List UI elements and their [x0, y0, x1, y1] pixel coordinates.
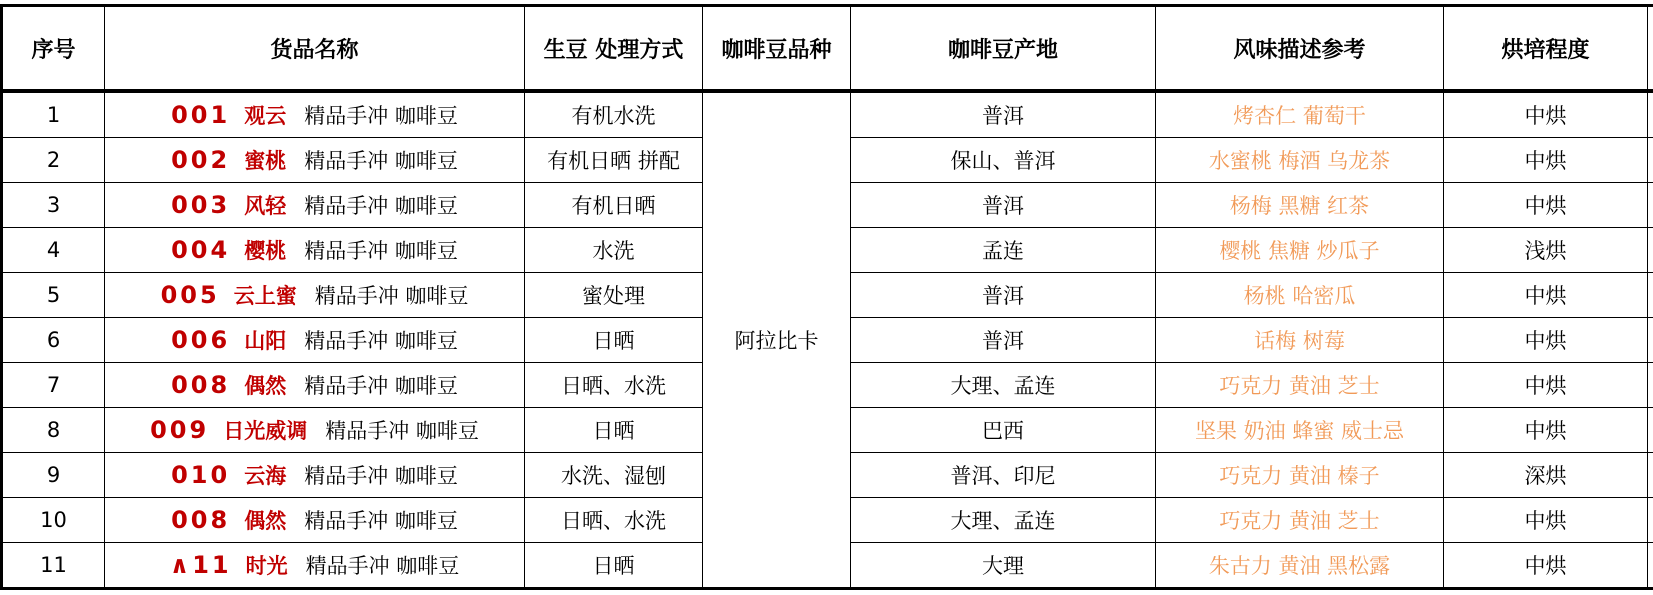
- product-code: 004: [171, 236, 231, 264]
- product-code: 010: [171, 461, 231, 489]
- product-title: 时光: [245, 554, 288, 578]
- cell-roast[interactable]: 中烘: [1444, 543, 1648, 589]
- cell-roast[interactable]: 中烘: [1444, 183, 1648, 228]
- product-title: 云上蜜: [233, 284, 297, 308]
- cell-origin[interactable]: 大理、孟连: [851, 498, 1156, 543]
- cell-process[interactable]: 日晒、水洗: [525, 498, 703, 543]
- cell-index[interactable]: 2: [2, 138, 105, 183]
- product-title: 蜜桃: [244, 149, 287, 173]
- cell-flavor[interactable]: 水蜜桃 梅酒 乌龙茶: [1156, 138, 1444, 183]
- table-row: [2, 91, 1653, 138]
- product-code: 008: [171, 506, 231, 534]
- cell-origin[interactable]: 普洱、印尼: [851, 453, 1156, 498]
- cell-process[interactable]: 蜜处理: [525, 273, 703, 318]
- cell-flavor[interactable]: 杨梅 黑糖 红茶: [1156, 183, 1444, 228]
- header-process[interactable]: 生豆 处理方式: [525, 6, 703, 92]
- product-desc: 精品手冲 咖啡豆: [305, 554, 460, 578]
- header-variety[interactable]: 咖啡豆品种: [703, 6, 851, 92]
- cell-index[interactable]: 3: [2, 183, 105, 228]
- cell-name[interactable]: [105, 183, 525, 228]
- cell-origin[interactable]: 保山、普洱: [851, 138, 1156, 183]
- product-title: 偶然: [244, 509, 287, 533]
- product-desc: 精品手冲 咖啡豆: [304, 149, 458, 173]
- cell-flavor[interactable]: 巧克力 黄油 榛子: [1156, 453, 1444, 498]
- product-title: 偶然: [244, 374, 287, 398]
- cell-index[interactable]: 8: [2, 408, 105, 453]
- cell-name[interactable]: [105, 318, 525, 363]
- product-code: 002: [171, 146, 231, 174]
- product-desc: 精品手冲 咖啡豆: [325, 419, 479, 443]
- product-code: 005: [160, 281, 220, 309]
- cell-name[interactable]: [105, 543, 525, 589]
- product-code: 001: [171, 101, 231, 129]
- cell-name[interactable]: [105, 363, 525, 408]
- cell-variety-merged[interactable]: 阿拉比卡: [703, 91, 851, 589]
- product-title: 云海: [244, 464, 287, 488]
- cell-flavor[interactable]: 朱古力 黄油 黑松露: [1156, 543, 1444, 589]
- product-desc: 精品手冲 咖啡豆: [304, 329, 458, 353]
- cell-flavor[interactable]: 烤杏仁 葡萄干: [1156, 91, 1444, 138]
- cell-name[interactable]: [105, 408, 525, 453]
- cell-spacer: [1648, 228, 1653, 273]
- cell-process[interactable]: 有机水洗: [525, 91, 703, 138]
- product-desc: 精品手冲 咖啡豆: [304, 104, 458, 128]
- cell-index[interactable]: 10: [2, 498, 105, 543]
- cell-name[interactable]: [105, 91, 525, 138]
- spreadsheet-view: [0, 4, 1653, 595]
- product-code: ∧11: [169, 551, 232, 579]
- cell-origin[interactable]: 巴西: [851, 408, 1156, 453]
- cell-flavor[interactable]: 巧克力 黄油 芝士: [1156, 363, 1444, 408]
- cell-spacer: [1648, 543, 1653, 589]
- cell-name[interactable]: [105, 228, 525, 273]
- product-desc: 精品手冲 咖啡豆: [304, 374, 458, 398]
- cell-spacer: [1648, 91, 1653, 138]
- cell-process[interactable]: 水洗、湿刨: [525, 453, 703, 498]
- product-desc: 精品手冲 咖啡豆: [314, 284, 469, 308]
- header-row: [2, 6, 1653, 92]
- header-index[interactable]: 序号: [2, 6, 105, 92]
- cell-flavor[interactable]: 巧克力 黄油 芝士: [1156, 498, 1444, 543]
- product-code: 003: [171, 191, 231, 219]
- header-roast[interactable]: 烘培程度: [1444, 6, 1648, 92]
- cell-spacer: [1648, 408, 1653, 453]
- cell-origin[interactable]: 孟连: [851, 228, 1156, 273]
- cell-process[interactable]: 日晒: [525, 543, 703, 589]
- cell-roast[interactable]: 中烘: [1444, 408, 1648, 453]
- cell-spacer: [1648, 453, 1653, 498]
- header-name[interactable]: 货品名称: [105, 6, 525, 92]
- cell-name[interactable]: [105, 273, 525, 318]
- product-title: 山阳: [244, 329, 287, 353]
- cell-origin[interactable]: 大理、孟连: [851, 363, 1156, 408]
- cell-process[interactable]: 日晒: [525, 318, 703, 363]
- cell-process[interactable]: 日晒、水洗: [525, 363, 703, 408]
- cell-origin[interactable]: 普洱: [851, 91, 1156, 138]
- cell-spacer: [1648, 498, 1653, 543]
- cell-flavor[interactable]: 坚果 奶油 蜂蜜 威士忌: [1156, 408, 1444, 453]
- cell-origin[interactable]: 普洱: [851, 273, 1156, 318]
- cell-origin[interactable]: 普洱: [851, 183, 1156, 228]
- cell-process[interactable]: 日晒: [525, 408, 703, 453]
- product-desc: 精品手冲 咖啡豆: [304, 239, 458, 263]
- product-title: 观云: [244, 104, 287, 128]
- cell-name[interactable]: [105, 498, 525, 543]
- product-desc: 精品手冲 咖啡豆: [304, 464, 458, 488]
- cell-flavor[interactable]: 杨桃 哈密瓜: [1156, 273, 1444, 318]
- cell-flavor[interactable]: 话梅 树莓: [1156, 318, 1444, 363]
- coffee-product-table: [0, 4, 1653, 590]
- cell-index[interactable]: 9: [2, 453, 105, 498]
- header-spacer: [1648, 6, 1653, 92]
- cell-index[interactable]: 7: [2, 363, 105, 408]
- cell-spacer: [1648, 273, 1653, 318]
- product-code: 006: [171, 326, 231, 354]
- product-title: 风轻: [244, 194, 287, 218]
- cell-roast[interactable]: 中烘: [1444, 91, 1648, 138]
- cell-roast[interactable]: 浅烘: [1444, 228, 1648, 273]
- cell-name[interactable]: [105, 453, 525, 498]
- product-code: 009: [150, 416, 210, 444]
- cell-roast[interactable]: 中烘: [1444, 498, 1648, 543]
- cell-origin[interactable]: 大理: [851, 543, 1156, 589]
- cell-flavor[interactable]: 樱桃 焦糖 炒瓜子: [1156, 228, 1444, 273]
- cell-index[interactable]: 1: [2, 91, 105, 138]
- cell-index[interactable]: 11: [2, 543, 105, 589]
- cell-name[interactable]: [105, 138, 525, 183]
- cell-index[interactable]: 5: [2, 273, 105, 318]
- cell-roast[interactable]: 深烘: [1444, 453, 1648, 498]
- cell-spacer: [1648, 138, 1653, 183]
- product-desc: 精品手冲 咖啡豆: [304, 194, 458, 218]
- header-flavor[interactable]: 风味描述参考: [1156, 6, 1444, 92]
- cell-process[interactable]: 有机日晒: [525, 183, 703, 228]
- cell-process[interactable]: 有机日晒 拼配: [525, 138, 703, 183]
- cell-origin[interactable]: 普洱: [851, 318, 1156, 363]
- product-code: 008: [171, 371, 231, 399]
- cell-spacer: [1648, 318, 1653, 363]
- product-desc: 精品手冲 咖啡豆: [304, 509, 458, 533]
- cell-index[interactable]: 6: [2, 318, 105, 363]
- product-title: 日光威调: [223, 419, 308, 443]
- cell-roast[interactable]: 中烘: [1444, 318, 1648, 363]
- cell-spacer: [1648, 363, 1653, 408]
- cell-roast[interactable]: 中烘: [1444, 138, 1648, 183]
- product-title: 樱桃: [244, 239, 287, 263]
- cell-process[interactable]: 水洗: [525, 228, 703, 273]
- cell-roast[interactable]: 中烘: [1444, 273, 1648, 318]
- cell-spacer: [1648, 183, 1653, 228]
- cell-roast[interactable]: 中烘: [1444, 363, 1648, 408]
- cell-index[interactable]: 4: [2, 228, 105, 273]
- header-origin[interactable]: 咖啡豆产地: [851, 6, 1156, 92]
